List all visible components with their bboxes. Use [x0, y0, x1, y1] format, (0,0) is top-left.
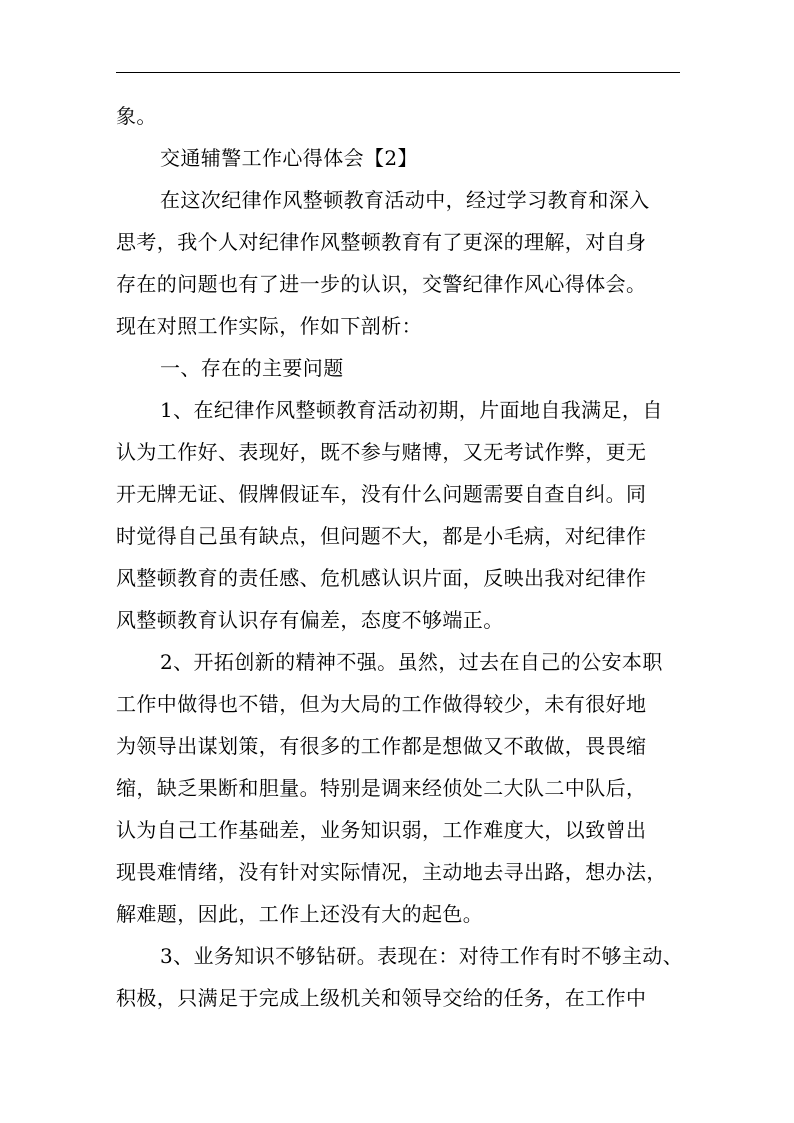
paragraph-line: 2、开拓创新的精神不强。虽然，过去在自己的公安本职: [160, 650, 663, 674]
paragraph-line: 3、业务知识不够钻研。表现在：对待工作有时不够主动、: [160, 944, 684, 968]
paragraph-line: 在这次纪律作风整顿教育活动中，经过学习教育和深入: [160, 188, 650, 212]
paragraph-line: 1、在纪律作风整顿教育活动初期，片面地自我满足，自: [160, 398, 663, 422]
document-body: [116, 95, 684, 1019]
paragraph-line: 现畏难情绪，没有针对实际情况，主动地去寻出路，想办法，: [116, 860, 667, 884]
section-title: 交通辅警工作心得体会【2】: [160, 146, 418, 170]
paragraph-line: 风整顿教育的责任感、危机感认识片面，反映出我对纪律作: [116, 566, 647, 590]
paragraph-line: 风整顿教育认识存有偏差，态度不够端正。: [116, 608, 504, 632]
paragraph-line: 认为自己工作基础差，业务知识弱，工作难度大，以致曾出: [116, 818, 647, 842]
paragraph-line: 工作中做得也不错，但为大局的工作做得较少，未有很好地: [116, 692, 647, 716]
header-rule: [116, 72, 680, 73]
paragraph-line: 思考，我个人对纪律作风整顿教育有了更深的理解，对自身: [116, 230, 647, 254]
paragraph-line: 积极，只满足于完成上级机关和领导交给的任务，在工作中: [116, 986, 647, 1010]
subsection-heading: 一、存在的主要问题: [160, 356, 344, 380]
paragraph-line: 认为工作好、表现好，既不参与赌博，又无考试作弊，更无: [116, 440, 647, 464]
text-line: 象。: [116, 104, 157, 128]
paragraph-line: 存在的问题也有了进一步的认识，交警纪律作风心得体会。: [116, 272, 647, 296]
paragraph-line: 解难题，因此，工作上还没有大的起色。: [116, 902, 484, 926]
paragraph-line: 开无牌无证、假牌假证车，没有什么问题需要自查自纠。同: [116, 482, 647, 506]
paragraph-line: 现在对照工作实际，作如下剖析：: [116, 314, 422, 338]
paragraph-line: 为领导出谋划策，有很多的工作都是想做又不敢做，畏畏缩: [116, 734, 647, 758]
paragraph-line: 缩，缺乏果断和胆量。特别是调来经侦处二大队二中队后，: [116, 776, 647, 800]
paragraph-line: 时觉得自己虽有缺点，但问题不大，都是小毛病，对纪律作: [116, 524, 647, 548]
